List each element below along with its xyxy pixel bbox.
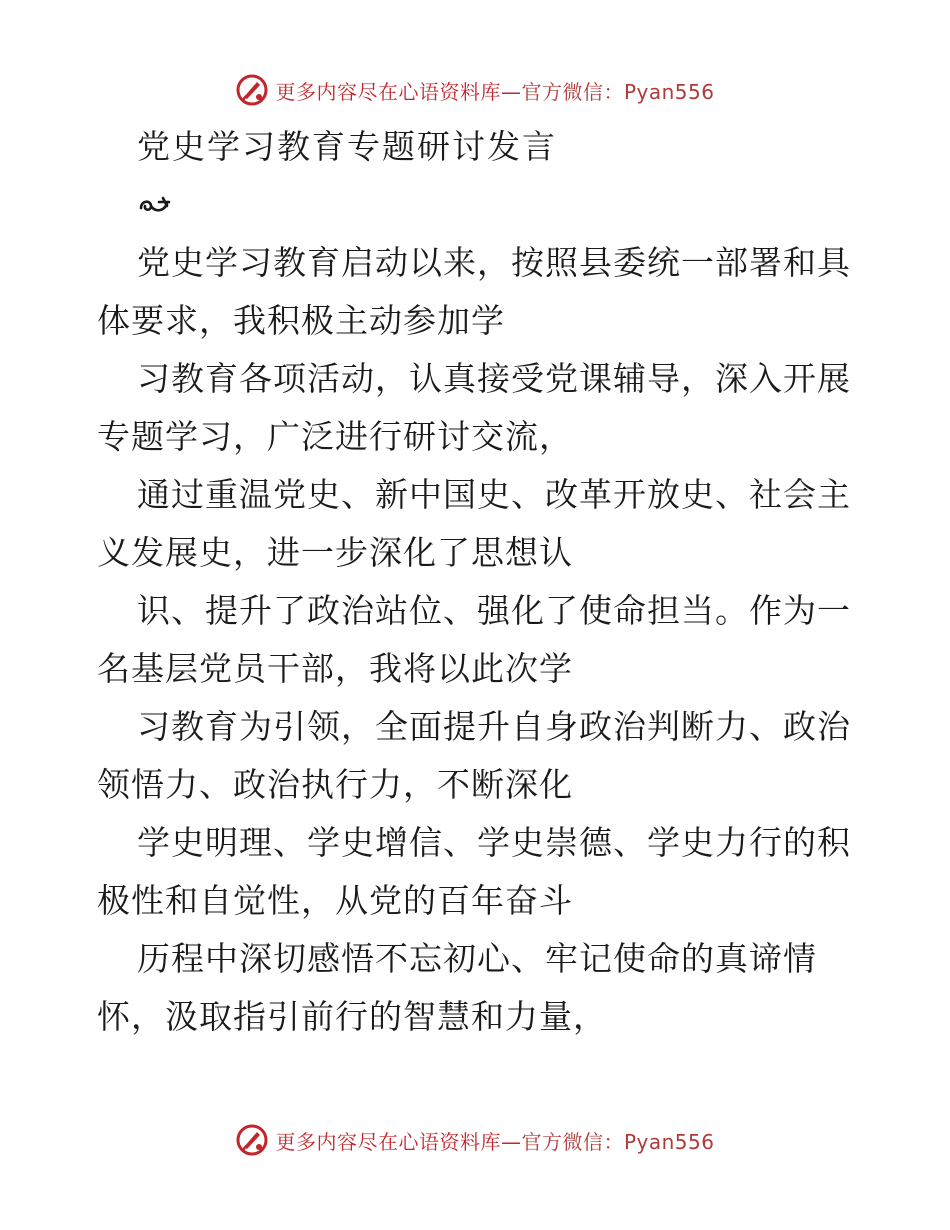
paragraph-line: 怀，汲取指引前行的智慧和力量， — [97, 997, 607, 1036]
footer-banner-inner — [235, 1123, 714, 1157]
paragraph-line: 党史学习教育启动以来，按照县委统一部署和具 — [137, 243, 851, 282]
header-site-name: 更多内容尽在心语资料库 — [275, 79, 501, 104]
header-banner-text — [275, 76, 714, 105]
header-banner-inner — [235, 73, 714, 107]
paragraph-line: 体要求，我积极主动参加学 — [97, 301, 505, 340]
quill-logo-icon — [235, 73, 269, 107]
paragraph-line: 学史明理、学史增信、学史崇德、学史力行的积 — [137, 823, 851, 862]
paragraph-line: 义发展史，进一步深化了思想认 — [97, 533, 573, 572]
paragraph-line: 习教育为引领，全面提升自身政治判断力、政治 — [137, 707, 851, 746]
header-wechat: 官方微信：Pyan556 — [521, 79, 715, 104]
header-separator: — — [500, 79, 522, 104]
ornament-row — [97, 176, 857, 234]
paragraph-line: 习教育各项活动，认真接受党课辅导，深入开展 — [137, 359, 851, 398]
paragraph-line: 领悟力、政治执行力，不断深化 — [97, 765, 573, 804]
swirl-ornament-icon — [137, 194, 171, 216]
paragraph-line: 名基层党员干部，我将以此次学 — [97, 649, 573, 688]
footer-separator: — — [500, 1129, 522, 1154]
footer-banner — [0, 1120, 950, 1160]
paragraph-line: 专题学习，广泛进行研讨交流， — [97, 417, 573, 456]
paragraph-line: 通过重温党史、新中国史、改革开放史、社会主 — [137, 475, 851, 514]
document-title: 党史学习教育专题研讨发言 — [137, 127, 557, 166]
quill-logo-icon — [235, 1123, 269, 1157]
footer-site-name: 更多内容尽在心语资料库 — [275, 1129, 501, 1154]
document-body — [97, 118, 857, 1046]
paragraph-line: 历程中深切感悟不忘初心、牢记使命的真谛情 — [137, 939, 817, 978]
paragraph-line: 极性和自觉性，从党的百年奋斗 — [97, 881, 573, 920]
footer-wechat: 官方微信：Pyan556 — [521, 1129, 715, 1154]
paragraph-line: 识、提升了政治站位、强化了使命担当。作为一 — [137, 591, 851, 630]
footer-banner-text — [275, 1126, 714, 1155]
header-banner — [0, 70, 950, 110]
